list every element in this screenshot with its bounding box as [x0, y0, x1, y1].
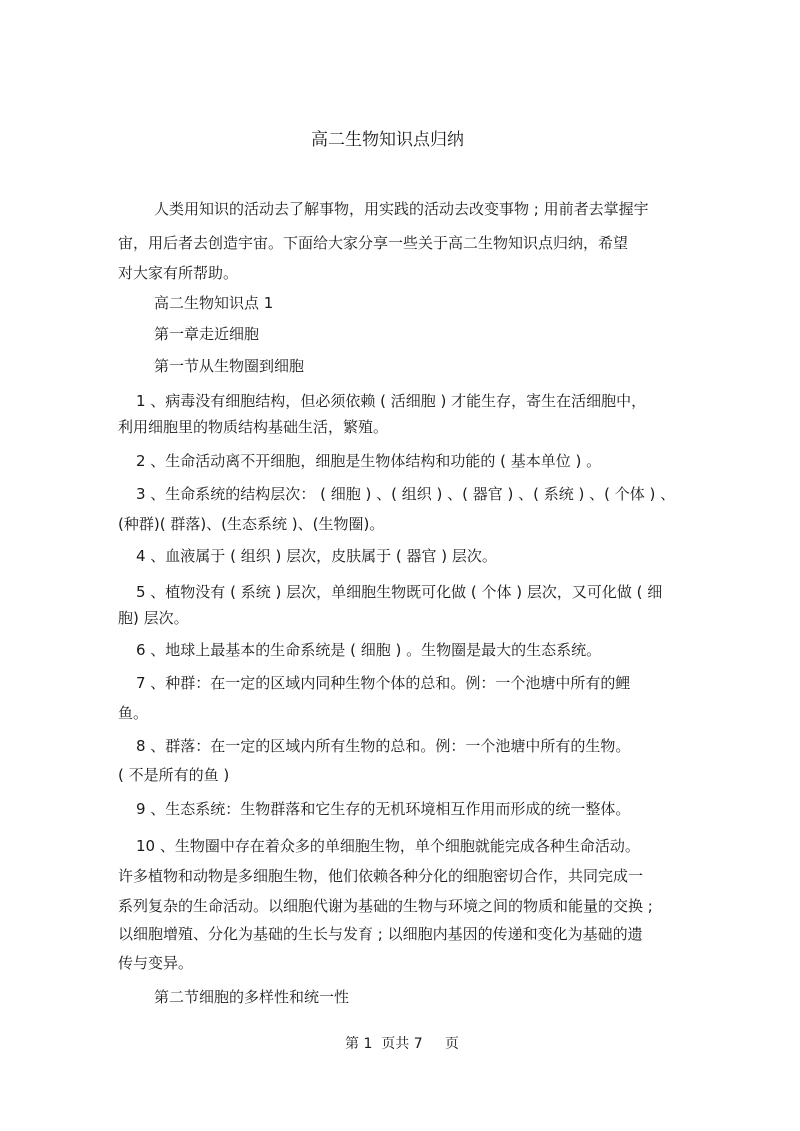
list-item: 4 、血液属于 ( 组织 ) 层次，皮肤属于 ( 器官 ) 层次。: [136, 547, 497, 565]
list-item: 3 、生命系统的结构层次： ( 细胞 ) 、( 组织 ) 、( 器官 ) 、( 系统 ) 、( 个体 ) 、: [136, 485, 676, 503]
text-line: (种群)( 群落)、(生态系统 )、(生物圈)。: [118, 515, 385, 533]
chapter-heading: 第一章走近细胞: [154, 325, 260, 343]
list-item: 5 、植物没有 ( 系统 ) 层次，单细胞生物既可化做 ( 个体 ) 层次，又可化做 ( 细: [136, 583, 663, 601]
list-item: 2 、生命活动离不开细胞，细胞是生物体结构和功能的 ( 基本单位 ) 。: [136, 452, 602, 470]
text-line: 宙，用后者去创造宇宙。下面给大家分享一些关于高二生物知识点归纳，希望: [118, 234, 629, 252]
list-item: 8 、群落：在一定的区域内所有生物的总和。例：一个池塘中所有的生物。: [136, 737, 631, 755]
text-line: 对大家有所帮助。: [118, 264, 239, 282]
text-line: 人类用知识的活动去了解事物，用实践的活动去改变事物 ; 用前者去掌握宇: [154, 200, 649, 218]
list-item: 1 、病毒没有细胞结构，但必须依赖 ( 活细胞 ) 才能生存，寄生在活细胞中，: [136, 392, 647, 410]
text-line: 传与变异。: [118, 954, 194, 972]
section-heading: 高二生物知识点 1: [154, 294, 274, 312]
page-footer: 第 1 页共 7 页: [345, 1036, 459, 1052]
list-item: 6 、地球上最基本的生命系统是 ( 细胞 ) 。生物圈是最大的生态系统。: [136, 641, 602, 659]
section-heading: 第二节细胞的多样性和统一性: [154, 988, 350, 1006]
text-line: 利用细胞里的物质结构基础生活，繁殖。: [118, 418, 389, 436]
text-line: 胞) 层次。: [118, 609, 189, 627]
text-line: 系列复杂的生命活动。以细胞代谢为基础的生物与环境之间的物质和能量的交换 ;: [118, 897, 653, 915]
document-title: 高二生物知识点归纳: [311, 130, 464, 150]
text-line: 以细胞增殖、分化为基础的生长与发育 ; 以细胞内基因的传递和变化为基础的遗: [118, 925, 643, 943]
list-item: 10 、生物圈中存在着众多的单细胞生物，单个细胞就能完成各种生命活动。: [136, 837, 640, 855]
list-item: 9 、生态系统：生物群落和它生存的无机环境相互作用而形成的统一整体。: [136, 800, 631, 818]
text-line: 鱼。: [118, 704, 149, 722]
list-item: 7 、种群：在一定的区域内同种生物个体的总和。例：一个池塘中所有的鲤: [136, 674, 631, 692]
text-line: 许多植物和动物是多细胞生物，他们依赖各种分化的细胞密切合作，共同完成一: [118, 867, 644, 885]
text-line: ( 不是所有的鱼 ): [118, 766, 230, 784]
section-heading: 第一节从生物圈到细胞: [154, 357, 305, 375]
